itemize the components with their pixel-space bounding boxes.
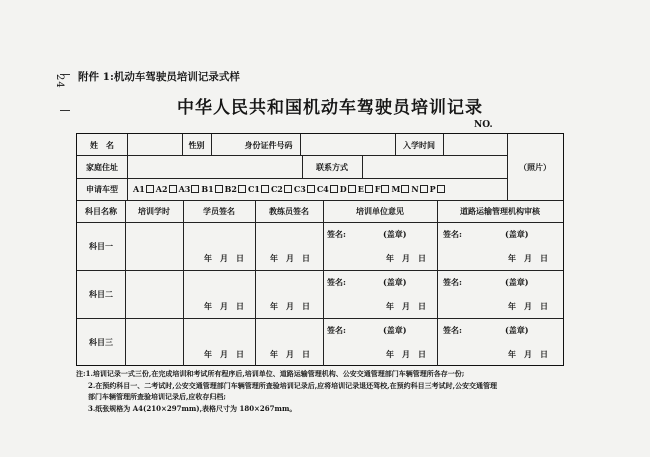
note-line: 2.在预约科目一、二考试时,公安交通管理部门车辆管理所查验培训记录后,应将培训记录退还驾校,在预约科目三考试时,公安交通管理 <box>88 380 498 390</box>
vehicle-class-label: A3 <box>178 184 191 194</box>
vehicle-class-option[interactable] <box>317 184 340 194</box>
authority-sign-label: 签名: <box>443 276 462 287</box>
checkbox[interactable] <box>381 185 389 193</box>
table-rule <box>77 270 563 271</box>
header-school-opinion: 培训单位意见 <box>356 205 404 216</box>
trainee-date: 年 月 日 <box>204 300 244 311</box>
table-rule <box>323 200 324 366</box>
checkbox[interactable] <box>284 185 292 193</box>
header-authority-review: 道路运输管理机构审核 <box>460 205 540 216</box>
page-number-dash-bottom <box>60 110 70 111</box>
checkbox[interactable] <box>146 185 154 193</box>
contact-label: 联系方式 <box>316 161 348 172</box>
vehicle-class-label: C3 <box>293 184 306 194</box>
authority-seal-label: (盖章) <box>505 276 529 287</box>
vehicle-class-label: F <box>374 184 381 194</box>
school-sign-label: 签名: <box>327 228 346 239</box>
table-rule <box>125 200 126 366</box>
training-record-table <box>76 133 564 366</box>
vehicle-class-label: A2 <box>155 184 168 194</box>
table-rule <box>255 200 256 366</box>
photo-area: （照片） <box>519 161 551 172</box>
enroll-time-label: 入学时间 <box>403 139 435 150</box>
note-line: 3.纸张规格为 A4(210×297mm),表格尺寸为 180×267mm。 <box>88 403 297 413</box>
vehicle-class-label: B1 <box>201 184 214 194</box>
vehicle-class-option[interactable] <box>358 184 375 194</box>
checkbox[interactable] <box>420 185 428 193</box>
notes <box>76 368 576 414</box>
instructor-date: 年 月 日 <box>270 252 310 263</box>
vehicle-class-option[interactable] <box>201 184 224 194</box>
table-rule <box>127 134 128 200</box>
table-rule <box>211 134 212 156</box>
subject-name: 科目一 <box>89 240 113 251</box>
subject-name: 科目三 <box>89 336 113 347</box>
appendix-title: 附件 1:机动车驾驶员培训记录式样 <box>78 71 240 83</box>
table-rule <box>362 156 363 178</box>
checkbox[interactable] <box>307 185 315 193</box>
name-label: 姓 名 <box>90 139 114 150</box>
header-hours: 培训学时 <box>138 205 170 216</box>
vehicle-class-label: C1 <box>248 184 260 194</box>
instructor-date: 年 月 日 <box>270 348 310 359</box>
trainee-date: 年 月 日 <box>204 348 244 359</box>
vehicle-class-option[interactable] <box>340 184 358 194</box>
address-label: 家庭住址 <box>86 161 118 172</box>
vehicle-class-option[interactable] <box>294 184 317 194</box>
header-trainee-signature: 学员签名 <box>203 205 235 216</box>
vehicle-class-option[interactable] <box>430 184 447 194</box>
vehicle-class-label: B2 <box>224 184 237 194</box>
school-date: 年 月 日 <box>386 300 426 311</box>
vehicle-class-option[interactable] <box>391 184 411 194</box>
table-rule <box>183 200 184 366</box>
checkbox[interactable] <box>215 185 223 193</box>
vehicle-class-label: E <box>357 184 364 194</box>
vehicle-class-option[interactable] <box>411 184 429 194</box>
id-number-label: 身份证件号码 <box>244 139 293 150</box>
page-number: 24 <box>54 74 65 89</box>
vehicle-class-label: P <box>429 184 436 194</box>
vehicle-class-label: C2 <box>270 184 283 194</box>
checkbox[interactable] <box>401 185 409 193</box>
vehicle-class-label: C4 <box>316 184 329 194</box>
vehicle-class-label: 申请车型 <box>86 183 118 194</box>
authority-sign-label: 签名: <box>443 324 462 335</box>
checkbox[interactable] <box>365 185 373 193</box>
vehicle-class-label: M <box>391 184 401 194</box>
authority-date: 年 月 日 <box>508 252 548 263</box>
checkbox[interactable] <box>191 185 199 193</box>
table-rule <box>437 200 438 366</box>
vehicle-class-option[interactable] <box>179 184 202 194</box>
school-seal-label: (盖章) <box>383 324 407 335</box>
table-rule <box>443 134 444 156</box>
authority-date: 年 月 日 <box>508 300 548 311</box>
subject-name: 科目二 <box>89 288 113 299</box>
vehicle-class-option[interactable] <box>133 184 156 194</box>
instructor-date: 年 月 日 <box>270 300 310 311</box>
authority-seal-label: (盖章) <box>505 228 529 239</box>
authority-date: 年 月 日 <box>508 348 548 359</box>
school-date: 年 月 日 <box>386 252 426 263</box>
vehicle-class-label: N <box>411 184 419 194</box>
table-rule <box>77 222 563 223</box>
vehicle-class-option[interactable] <box>156 184 179 194</box>
checkbox[interactable] <box>238 185 246 193</box>
vehicle-class-label: D <box>339 184 347 194</box>
table-rule <box>77 318 563 319</box>
school-sign-label: 签名: <box>327 276 346 287</box>
vehicle-class-options <box>133 178 505 200</box>
vehicle-class-option[interactable] <box>248 184 271 194</box>
checkbox[interactable] <box>330 185 338 193</box>
header-subject: 科目名称 <box>85 205 117 216</box>
checkbox[interactable] <box>348 185 356 193</box>
checkbox[interactable] <box>261 185 269 193</box>
document-title: 中华人民共和国机动车驾驶员培训记录 <box>177 98 483 118</box>
record-number-label: NO. <box>474 120 493 130</box>
vehicle-class-label: A1 <box>133 184 145 194</box>
table-rule <box>300 134 301 156</box>
school-seal-label: (盖章) <box>383 228 407 239</box>
checkbox[interactable] <box>437 185 445 193</box>
school-sign-label: 签名: <box>327 324 346 335</box>
authority-sign-label: 签名: <box>443 228 462 239</box>
gender-label: 性别 <box>188 139 205 150</box>
vehicle-class-option[interactable] <box>225 184 248 194</box>
header-instructor-signature: 教练员签名 <box>269 205 309 216</box>
checkbox[interactable] <box>169 185 177 193</box>
note-line: 注:1.培训记录一式三份,在完成培训和考试所有程序后,培训单位、道路运输管理机构、公安交通管理部门车辆管理所各存一份; <box>76 369 465 378</box>
vehicle-class-option[interactable] <box>375 184 392 194</box>
authority-seal-label: (盖章) <box>505 324 529 335</box>
vehicle-class-option[interactable] <box>271 184 294 194</box>
school-date: 年 月 日 <box>386 348 426 359</box>
trainee-date: 年 月 日 <box>204 252 244 263</box>
school-seal-label: (盖章) <box>383 276 407 287</box>
note-line: 部门车辆管理所查验培训记录后,应收存归档; <box>88 392 227 401</box>
